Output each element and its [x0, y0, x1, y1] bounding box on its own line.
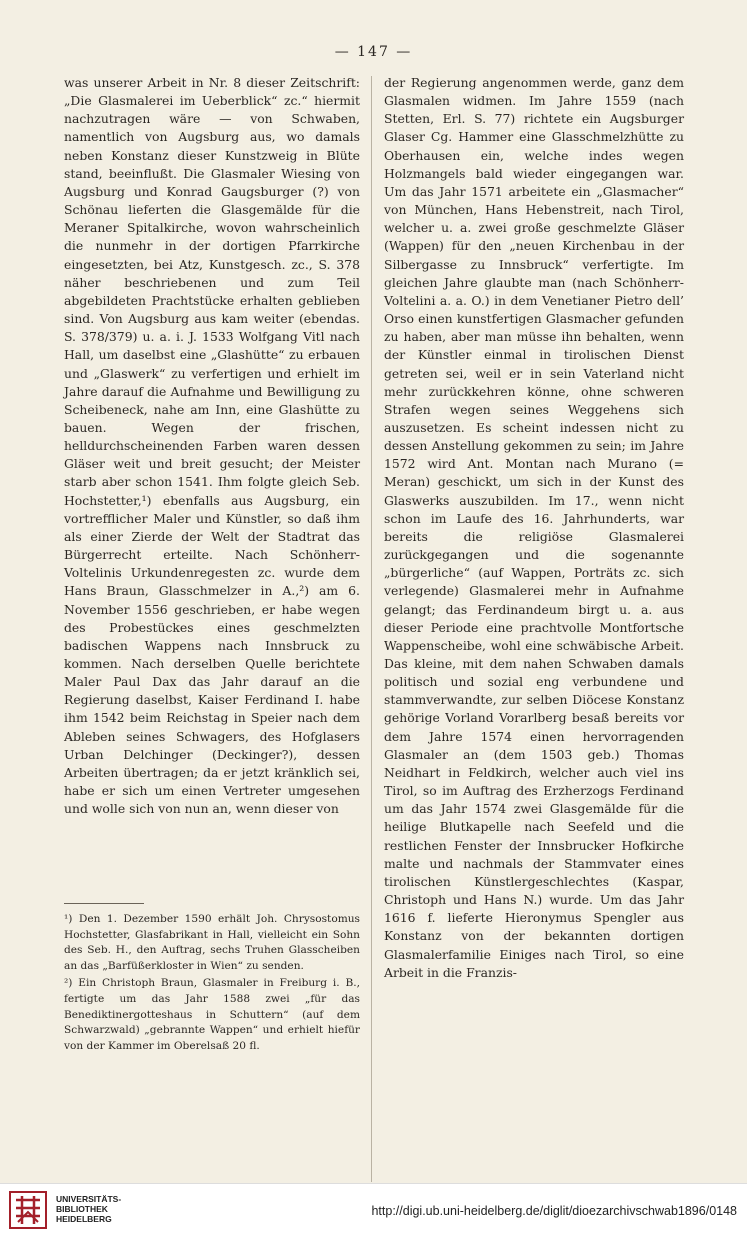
- library-line-3: HEIDELBERG: [56, 1214, 112, 1224]
- footnote-2: ²) Ein Christoph Braun, Glasmaler in Freiburg i. B., fertigte um das Jahr 1588 zwei „für das Benediktinergotteshaus in Schuttern“ (auf dem Schwarzwald) „gebrannte Wappen“ und erhielt hiefür von der Kammer im Oberelsaß 20 fl.: [64, 977, 360, 1052]
- permalink-url[interactable]: http://digi.ub.uni-heidelberg.de/diglit/dioezarchivschwab1896/0148: [371, 1204, 737, 1218]
- viewer-footer: [0, 1183, 747, 1236]
- left-column-text: was unserer Arbeit in Nr. 8 dieser Zeitschrift: „Die Glasmalerei im Ueberblick“ zc.“ hiermit nachzutragen wäre — von Schwaben, namentlich von Augsburg aus, wo damals neben Konstanz dieser Kunstzweig in Blüte stand, beeinflußt. Die Glasmaler Wiesing von Augsburg und Konrad Gaugsburger (?) von Schönau lieferten die Glasgemälde für die Meraner Spitalkirche, wovon wahrscheinlich die nunmehr in der dortigen Pfarrkirche eingesetzten, bei Atz, Kunstgesch. zc., S. 378 näher beschriebenen und zum Teil abgebildeten Prachtstücke erhalten geblieben sind. Von Augsburg aus kam weiter (ebendas. S. 378/379) u. a. i. J. 1533 Wolfgang Vitl nach Hall, um daselbst eine „Glashütte“ zu erbauen und „Glaswerk“ zu verfertigen und erhielt im Jahre darauf die Aufnahme und Bewilligung zu Scheibeneck, nahe am Inn, eine Glashütte zu bauen. Wegen der frischen, helldurchscheinenden Farben waren dessen Gläser weit und breit gesucht; der Meister starb aber schon 1541. Ihm folgte gleich Seb. Hochstetter,¹) ebenfalls aus Augsburg, ein vortrefflicher Maler und Künstler, so daß ihm als einer Zierde der Welt der Stadtrat das Bürgerrecht erteilte. Nach Schönherr-Voltelinis Urkundenregesten zc. wurde dem Hans Braun, Glasschmelzer in A.,²) am 6. November 1556 geschrieben, er habe wegen des Probestückes eines geschmelzten badischen Wappens nach Innsbruck zu kommen. Nach derselben Quelle berichtete Maler Paul Dax das Jahr darauf an die Regierung daselbst, Kaiser Ferdinand I. habe ihm 1542 beim Reichstag in Speier nach dem Ableben seines Schwagers, des Hofglasers Urban Delchinger (Deckinger?), dessen Arbeiten übertragen; da er jetzt kränklich sei, habe er sich um einen Vertreter umgesehen und wolle sich von nun an, wenn dieser von: [64, 75, 360, 817]
- column-divider: [371, 76, 372, 1182]
- right-column-text: der Regierung angenommen werde, ganz dem Glasmalen widmen. Im Jahre 1559 (nach Stetten, Erl. S. 77) richtete ein Augsburger Glaser Cg. Hammer eine Glasschmelzhütte zu Oberhausen ein, welche indes wegen Holzmangels bald wieder eingegangen war. Um das Jahr 1571 arbeitete ein „Glasmacher“ von München, Hans Hebenstreit, nach Tirol, welcher u. a. zwei große geschmelzte Gläser (Wappen) für den „neuen Kirchenbau in der Silbergasse zu Innsbruck“ verfertigte. Im gleichen Jahre glaubte man (nach Schönherr-Voltelini a. a. O.) in dem Venetianer Pietro dell’ Orso einen kunstfertigen Glasmacher gefunden zu haben, aber man müsse ihn behalten, wenn der Künstler einmal in tirolischen Dienst getreten sei, weil er in sein Vaterland nicht mehr zurückkehren könne, ohne schweren Strafen wegen seines Weggehens sich auszusetzen. Es scheint indessen nicht zu dessen Anstellung gekommen zu sein; im Jahre 1572 wird Ant. Montan nach Murano (= Meran) geschickt, um sich in der Kunst des Glaswerks auszubilden. Im 17., wenn nicht schon im Laufe des 16. Jahrhunderts, war bereits die religiöse Glasmalerei zurückgegangen und die sogenannte „bürgerliche“ (auf Wappen, Porträts zc. sich verlegende) Glasmalerei mehr in Aufnahme gelangt; das Ferdinandeum birgt u. a. aus dieser Periode eine prachtvolle Montfortsche Wappenscheibe, wohl eine schwäbische Arbeit. Das kleine, mit dem nahen Schwaben damals politisch und sozial eng verbundene und stammverwandte, zur selben Diöcese Konstanz gehörige Vorland Vorarlberg besaß bereits vor dem Jahre 1574 einen hervorragenden Glasmaler an (dem 1503 geb.) Thomas Neidhart in Feldkirch, welcher auch viel ins Tirol, so im Auftrag des Erzherzogs Ferdinand um das Jahr 1574 zwei Glasgemälde für die heilige Blutkapelle nach Seefeld und die restlichen Fenster der Innsbrucker Hofkirche malte und nachmals der Stammvater eines tirolischen Künstlergeschlechtes (Kaspar, Christoph und Hans N.) wurde. Um das Jahr 1616 f. lieferte Hieronymus Spengler aus Konstanz von der bekannten dortigen Glasmalerfamilie Einiges nach Tirol, so eine Arbeit in die Franzis-: [384, 75, 684, 980]
- footnote-rule: [64, 903, 144, 904]
- right-text-column: [384, 74, 684, 982]
- library-line-1: UNIVERSITÄTS-: [56, 1194, 122, 1204]
- page-number: — 147 —: [334, 44, 413, 60]
- library-line-2: BIBLIOTHEK: [56, 1204, 108, 1214]
- university-library-logo-icon[interactable]: [6, 1188, 50, 1232]
- library-name: [56, 1194, 121, 1224]
- left-text-column: [64, 74, 360, 818]
- footnotes: [64, 912, 360, 1056]
- footnote-1: ¹) Den 1. Dezember 1590 erhält Joh. Chrysostomus Hochstetter, Glasfabrikant in Hall, vielleicht ein Sohn des Seb. H., den Auftrag, sechs Truhen Glasscheiben an das „Barfüßerkloster in Wien“ zu senden.: [64, 913, 360, 972]
